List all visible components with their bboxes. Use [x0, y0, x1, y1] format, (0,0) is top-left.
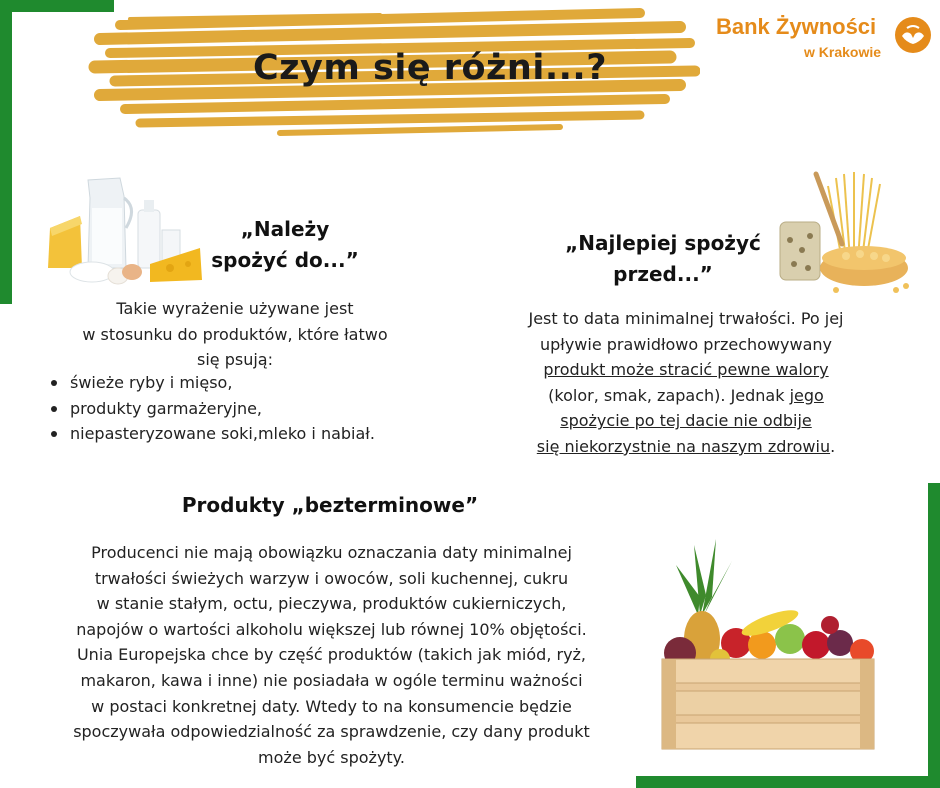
bottom-body-line: napojów o wartości alkoholu większej lub równej 10% objętości.	[76, 619, 587, 639]
left-heading-line-1: „Należy	[240, 217, 330, 241]
left-heading	[200, 214, 370, 276]
list-item: niepasteryzowane soki,mleko i nabiał.	[46, 421, 446, 447]
bottom-heading: Produkty „bezterminowe”	[181, 493, 479, 517]
bottom-body-line: w postaci konkretnej daty. Wtedy to na konsumencie będzie	[91, 696, 572, 716]
left-intro-line-1: Takie wyrażenie używane jest	[116, 299, 354, 318]
bottom-body-line: makaron, kawa i inne) nie posiadała w ogóle terminu ważności	[80, 670, 583, 690]
hands-basket-icon	[894, 16, 932, 54]
logo	[716, 14, 930, 70]
right-body-line: upływie prawidłowo przechowywany	[539, 334, 833, 354]
left-intro	[40, 296, 430, 373]
right-body	[486, 306, 886, 460]
right-body-text: (kolor, smak, zapach). Jednak	[548, 385, 790, 405]
page-title: Czym się różni...?	[252, 48, 608, 88]
right-heading-line-2: przed...”	[613, 262, 713, 286]
left-intro-line-3: się psują:	[197, 350, 273, 370]
list-item: produkty garmażeryjne,	[46, 396, 446, 422]
bottom-body-line: Producenci nie mają obowiązku oznaczania daty minimalnej	[91, 543, 572, 562]
right-body-line	[486, 434, 886, 460]
frame-line-bottom-right-vertical	[928, 483, 940, 788]
bottom-body-line: trwałości świeżych warzyw i owoców, soli kuchennej, cukru	[94, 568, 569, 588]
frame-line-bottom-right-horizontal	[636, 776, 940, 788]
right-body-underlined: jego	[789, 385, 824, 405]
right-body-line: Jest to data minimalnej trwałości. Po jej	[528, 309, 844, 328]
right-body-line-underlined: spożycie po tej dacie nie odbije	[560, 411, 812, 431]
frame-line-top-left-vertical	[0, 0, 12, 304]
bottom-body-line: w stanie stałym, octu, pieczywa, produktów cukierniczych,	[96, 594, 567, 614]
right-heading-line-1: „Najlepiej spożyć	[565, 231, 761, 255]
right-body-line	[486, 383, 886, 409]
left-bullet-list	[46, 370, 446, 447]
bottom-body-line: może być spożyty.	[258, 747, 405, 767]
pasta-grains-image	[776, 170, 926, 296]
bottom-body-line: Unia Europejska chce by część produktów (takich jak miód, ryż,	[76, 645, 587, 665]
left-intro-line-2: w stosunku do produktów, które łatwo	[82, 324, 388, 344]
left-heading-line-2: spożyć do...”	[211, 248, 359, 272]
logo-city: w Krakowie	[804, 44, 882, 60]
bottom-body	[44, 540, 619, 770]
dairy-products-image	[40, 168, 205, 288]
right-body-line-underlined: produkt może stracić pewne walory	[543, 360, 829, 380]
list-item: świeże ryby i mięso,	[46, 370, 446, 396]
right-body-text: .	[830, 436, 836, 456]
right-heading	[548, 228, 778, 290]
logo-name: Bank Żywności	[716, 14, 877, 39]
fruit-crate-image	[640, 535, 890, 755]
bottom-body-line: spoczywała odpowiedzialność za sprawdzenie, czy dany produkt	[73, 722, 590, 742]
right-body-underlined: się niekorzystnie na naszym zdrowiu	[536, 436, 831, 456]
